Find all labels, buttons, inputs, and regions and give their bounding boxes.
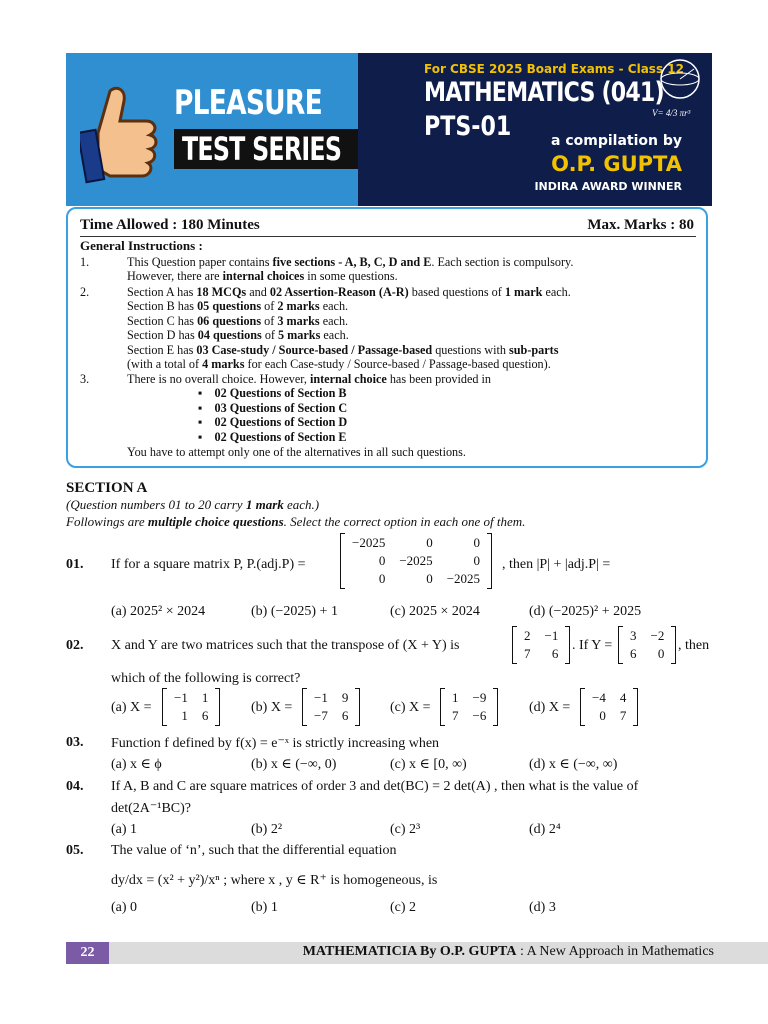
bullet-item: ▪ 02 Questions of Section E — [198, 430, 347, 444]
question-text: det(2A⁻¹BC)? — [111, 801, 192, 816]
instruction-line: However, there are internal choices in some questions. — [127, 269, 398, 283]
brand-title: PLEASURE — [174, 83, 322, 123]
sphere-icon — [654, 57, 706, 107]
option-c: (c) 2025 × 2024 — [390, 604, 480, 619]
option-b: (b) X = — [251, 700, 293, 715]
option-c: (c) 2³ — [390, 822, 421, 837]
option-b: (b) (−2025) + 1 — [251, 604, 338, 619]
page-number: 22 — [66, 942, 109, 964]
question-text: , then — [678, 638, 710, 653]
question-text: If for a square matrix P, P.(adj.P) = — [111, 557, 306, 572]
matrix: −4 4 0 7 — [580, 688, 638, 726]
thumbs-up-icon — [80, 81, 170, 191]
paper-code: PTS-01 — [424, 111, 512, 142]
question-number: 02. — [66, 638, 84, 653]
brand-subtitle-box — [174, 129, 358, 169]
option-d: (d) (−2025)² + 2025 — [529, 604, 642, 619]
instruction-line: There is no overall choice. However, internal choice has been provided in — [127, 372, 492, 386]
instruction-line: Section E has 03 Case-study / Source-based / Passage-based questions with sub-parts — [127, 343, 559, 357]
matrix: 3 −2 6 0 — [618, 626, 676, 664]
section-note: (Question numbers 01 to 20 carry 1 mark each.) — [66, 497, 320, 512]
question-text: The value of ‘n’, such that the differential equation — [111, 843, 397, 858]
instruction-line: Section C has 06 questions of 3 marks each. — [127, 314, 349, 328]
matrix: −1 9 −7 6 — [302, 688, 360, 726]
header-banner — [66, 53, 712, 206]
option-d: (d) 2⁴ — [529, 822, 561, 837]
question-number: 05. — [66, 843, 84, 858]
item-number: 1. — [80, 255, 90, 269]
option-a: (a) x ∈ ϕ — [111, 757, 162, 772]
question-number: 03. — [66, 735, 84, 750]
instruction-line: Section D has 04 questions of 5 marks each. — [127, 328, 349, 342]
option-b: (b) 2² — [251, 822, 283, 837]
max-marks: Max. Marks : 80 — [587, 217, 694, 233]
brand-subtitle: TEST SERIES — [182, 130, 342, 168]
question-number: 04. — [66, 779, 84, 794]
compilation-label: a compilation by — [551, 133, 682, 149]
option-c: (c) 2 — [390, 900, 417, 915]
title-panel — [358, 53, 712, 206]
brand-panel — [66, 53, 358, 206]
question-text: If A, B and C are square matrices of order 3 and det(BC) = 2 det(A) , then what is the value of — [111, 779, 639, 794]
instruction-line: Section B has 05 questions of 2 marks each. — [127, 299, 349, 313]
question-text: Function f defined by f(x) = e⁻ˣ is strictly increasing when — [111, 736, 440, 751]
item-number: 3. — [80, 372, 90, 386]
sphere-formula: V= 4/3 πr³ — [652, 108, 691, 118]
option-b: (b) x ∈ (−∞, 0) — [251, 757, 337, 772]
question-text: X and Y are two matrices such that the transpose of (X + Y) is — [111, 638, 460, 653]
bullet-item: ▪ 03 Questions of Section C — [198, 401, 348, 415]
bullet-item: ▪ 02 Questions of Section D — [198, 415, 348, 429]
option-a: (a) 0 — [111, 900, 138, 915]
matrix: −1 1 1 6 — [162, 688, 220, 726]
time-allowed: Time Allowed : 180 Minutes — [80, 217, 260, 233]
footer-text: MATHEMATICIA By O.P. GUPTA : A New Approach in Mathematics — [302, 944, 714, 959]
option-a: (a) X = — [111, 700, 152, 715]
matrix: 2 −1 7 6 — [512, 626, 570, 664]
exam-label: For CBSE 2025 Board Exams - Class 12 — [424, 62, 684, 76]
option-c: (c) x ∈ [0, ∞) — [390, 757, 467, 772]
item-number: 2. — [80, 285, 90, 299]
matrix: 1 −9 7 −6 — [440, 688, 498, 726]
instructions-box — [66, 207, 708, 468]
option-d: (d) X = — [529, 700, 571, 715]
question-number: 01. — [66, 557, 84, 572]
instructions-heading: General Instructions : — [80, 238, 203, 253]
option-a: (a) 2025² × 2024 — [111, 604, 206, 619]
instruction-line: (with a total of 4 marks for each Case-study / Source-based / Passage-based question). — [127, 357, 551, 371]
option-d: (d) 3 — [529, 900, 556, 915]
divider — [80, 236, 696, 237]
option-a: (a) 1 — [111, 822, 138, 837]
matrix: −2025 0 0 0 −2025 0 0 0 −2025 — [340, 533, 492, 589]
option-b: (b) 1 — [251, 900, 278, 915]
question-text: . If Y = — [572, 638, 613, 653]
instruction-line: This Question paper contains five sections - A, B, C, D and E. Each section is compulsory. — [127, 255, 574, 269]
question-text: dy/dx = (x² + y²)/xⁿ ; where x , y ∈ R⁺ is homogeneous, is — [111, 873, 438, 888]
question-text: which of the following is correct? — [111, 671, 301, 686]
subject-title: MATHEMATICS (041) — [424, 77, 664, 108]
section-note: Followings are multiple choice questions. Select the correct option in each one of them. — [66, 514, 526, 529]
bullet-item: ▪ 02 Questions of Section B — [198, 386, 347, 400]
question-text: , then |P| + |adj.P| = — [502, 557, 611, 572]
instruction-line: Section A has 18 MCQs and 02 Assertion-Reason (A-R) based questions of 1 mark each. — [127, 285, 571, 299]
option-d: (d) x ∈ (−∞, ∞) — [529, 757, 618, 772]
instruction-line: You have to attempt only one of the alternatives in all such questions. — [127, 445, 466, 459]
section-title: SECTION A — [66, 480, 148, 496]
author-name: O.P. GUPTA — [551, 152, 682, 176]
option-c: (c) X = — [390, 700, 431, 715]
award-label: INDIRA AWARD WINNER — [534, 180, 682, 193]
